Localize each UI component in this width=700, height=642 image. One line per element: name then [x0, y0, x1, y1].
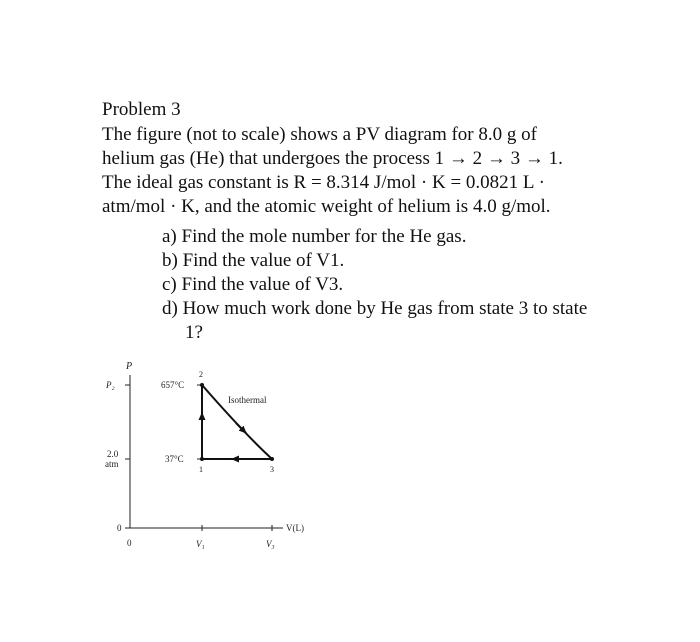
p2-label: P₂: [106, 380, 115, 390]
origin-x-label: 0: [127, 538, 132, 548]
temp-high-label: 657°C: [161, 380, 185, 390]
question-list: [162, 225, 592, 345]
question-b: b) Find the value of V1.: [162, 250, 345, 271]
pressure-unit-label: atm: [105, 459, 119, 469]
v3-label: V₃: [266, 539, 275, 549]
state-1-label: 1: [199, 465, 203, 474]
problem-block: [102, 98, 592, 345]
origin-y-label: 0: [117, 523, 122, 533]
arrow-2-3: [236, 423, 246, 433]
state-2-label: 2: [199, 370, 203, 379]
state-1-point: [200, 457, 204, 461]
temp-low-label: 37°C: [165, 454, 184, 464]
isothermal-label: Isothermal: [228, 395, 267, 405]
problem-title: Problem 3: [102, 99, 181, 120]
y-axis-label: P: [126, 361, 133, 372]
pressure-value-label: 2.0: [107, 449, 119, 459]
state-3-label: 3: [270, 465, 274, 474]
problem-intro: The figure (not to scale) shows a PV diagram for 8.0 g of helium gas (He) that undergoes the process 1 → 2 → 3 → 1. The ideal gas constant is R = 8.314 J/mol · K = 0.0821 L · atm/mol · K, and the atomic weight of helium is 4.0 g/mol.: [102, 124, 563, 217]
question-d: d) How much work done by He gas from state 3 to state 1?: [162, 298, 588, 343]
pv-diagram-svg: [88, 355, 328, 555]
v1-label: V₁: [196, 539, 205, 549]
state-3-point: [270, 457, 274, 461]
x-axis-label: V(L): [286, 523, 304, 533]
question-c: c) Find the value of V3.: [162, 274, 344, 295]
state-2-point: [200, 383, 204, 387]
question-a: a) Find the mole number for the He gas.: [162, 226, 467, 247]
pv-diagram: [88, 355, 328, 560]
